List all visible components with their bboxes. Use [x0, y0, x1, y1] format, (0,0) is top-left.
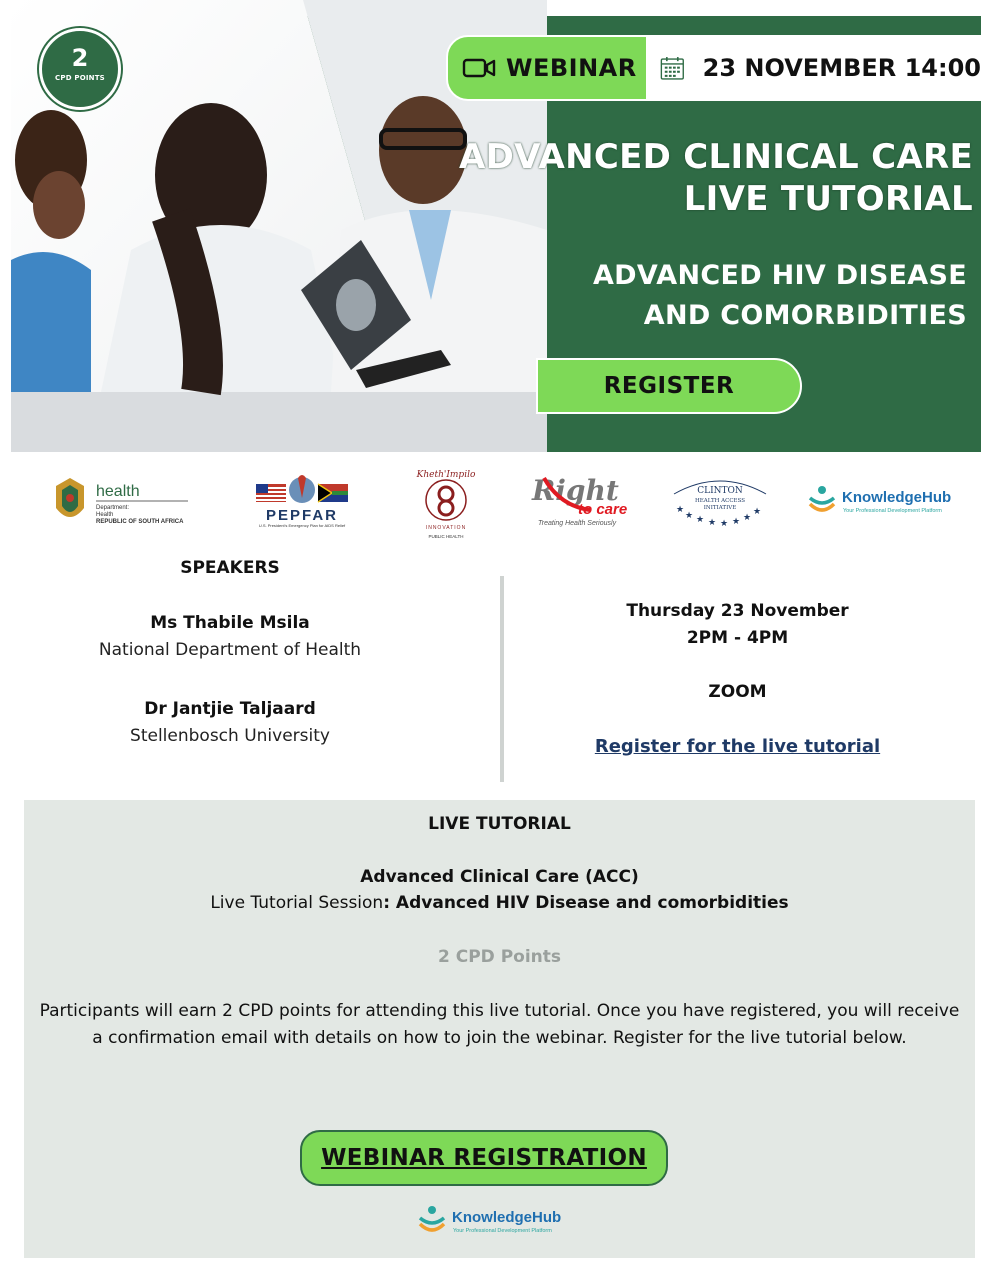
speakers-section: [40, 556, 420, 750]
kh-logo-tagline: Your Professional Development Platform: [843, 508, 942, 514]
page-title: [459, 136, 973, 220]
subtitle-line-2: AND COMORBIDITIES: [643, 300, 967, 331]
calendar-icon: [660, 50, 685, 86]
page-subtitle: [593, 256, 967, 336]
pepfar-logo: [254, 472, 350, 530]
knowledgehub-person-icon: [420, 1206, 444, 1230]
cpd-points-text: 2 CPD Points: [437, 947, 562, 967]
speaker-name: Ms Thabile Msila: [150, 613, 310, 633]
globe-ribbon-icon: [289, 475, 315, 503]
svg-text:★: ★: [753, 507, 762, 517]
health-department-logo: [52, 474, 192, 530]
svg-text:★: ★: [676, 505, 685, 515]
webinar-registration-button[interactable]: WEBINAR REGISTRATION: [300, 1130, 668, 1186]
event-time: 2PM - 4PM: [686, 628, 789, 648]
kheth-logo-name: Kheth'Impilo: [416, 470, 476, 480]
kh-footer-name: KnowledgeHub: [452, 1209, 562, 1226]
speaker-org: Stellenbosch University: [130, 726, 330, 746]
subtitle-line-1: ADVANCED HIV DISEASE: [592, 260, 967, 291]
svg-text:★: ★: [708, 518, 717, 528]
speakers-heading: SPEAKERS: [180, 558, 280, 578]
date-box: [646, 35, 981, 101]
course-name: Advanced Clinical Care (ACC): [360, 867, 639, 887]
clinton-logo: [668, 472, 772, 530]
health-logo-country: REPUBLIC OF SOUTH AFRICA: [96, 519, 184, 525]
sa-flag-icon: [318, 484, 348, 502]
webinar-label: WEBINAR: [506, 54, 637, 82]
webinar-pill: [446, 35, 648, 101]
tutorial-details-panel: [24, 800, 975, 1258]
knowledgehub-logo: [806, 484, 958, 518]
kh-logo-name: KnowledgeHub: [842, 489, 952, 506]
title-line-1: ADVANCED CLINICAL CARE: [459, 137, 973, 177]
partner-logos: [0, 462, 981, 552]
session-title: : Advanced HIV Disease and comorbidities: [383, 893, 789, 913]
speaker-name: Dr Jantjie Taljaard: [144, 699, 316, 719]
details-heading: LIVE TUTORIAL: [428, 814, 571, 834]
session-line: [24, 890, 975, 917]
knowledgehub-person-icon: [810, 486, 834, 510]
svg-text:★: ★: [696, 515, 705, 525]
clinton-logo-line3: INITIATIVE: [703, 505, 737, 511]
rtc-logo-tocare: to care: [578, 501, 628, 518]
description-paragraph: Participants will earn 2 CPD points for attending this live tutorial. Once you have registered, you will receive a confirmation email with details on how to join the webinar. Register for the live tutorial below.: [39, 1001, 960, 1048]
webinar-date-bar: [446, 35, 981, 101]
right-to-care-logo: [530, 470, 634, 530]
kh-footer-tagline: Your Professional Development Platform: [453, 1228, 552, 1234]
health-logo-dept1: Department:: [96, 505, 130, 511]
kheth-logo-tag2: PUBLIC HEALTH: [428, 534, 464, 539]
event-info: [540, 598, 935, 760]
event-date-time: 23 NOVEMBER 14:00: [702, 54, 981, 82]
svg-text:★: ★: [720, 519, 729, 529]
cpd-badge-number: 2: [71, 44, 89, 72]
clinton-logo-line2: HEALTH ACCESS: [694, 498, 746, 504]
event-day: Thursday 23 November: [626, 601, 849, 621]
video-camera-icon: [462, 57, 496, 79]
register-link[interactable]: Register for the live tutorial: [594, 736, 881, 757]
coat-of-arms-icon: [56, 478, 84, 517]
health-logo-dept2: Health: [96, 512, 114, 518]
khethimpilo-logo: [414, 466, 478, 542]
event-platform: ZOOM: [708, 682, 767, 702]
speaker-org: National Department of Health: [98, 640, 362, 660]
clinton-logo-line1: CLINTON: [697, 486, 743, 496]
knowledgehub-footer-logo: [416, 1204, 576, 1238]
svg-text:★: ★: [685, 511, 694, 521]
title-line-2: LIVE TUTORIAL: [683, 179, 973, 219]
session-prefix: Live Tutorial Session: [210, 893, 384, 913]
cpd-points-badge: [39, 28, 121, 110]
vertical-divider: [500, 576, 504, 782]
kheth-emblem-icon: [439, 487, 453, 515]
svg-text:★: ★: [743, 513, 752, 523]
pepfar-logo-tagline: U.S. President's Emergency Plan for AIDS Relief: [258, 523, 346, 528]
cpd-badge-label: CPD POINTS: [55, 74, 105, 82]
register-button[interactable]: REGISTER: [536, 358, 802, 414]
pepfar-logo-name: PEPFAR: [265, 507, 339, 524]
rtc-logo-right: Right: [532, 474, 619, 507]
health-logo-name: health: [96, 483, 140, 500]
us-flag-icon: [256, 484, 286, 502]
kheth-logo-tag1: INNOVATION: [425, 525, 467, 531]
hero-banner: [0, 0, 981, 452]
svg-text:★: ★: [732, 517, 741, 527]
rtc-logo-tagline: Treating Health Seriously: [538, 520, 617, 527]
